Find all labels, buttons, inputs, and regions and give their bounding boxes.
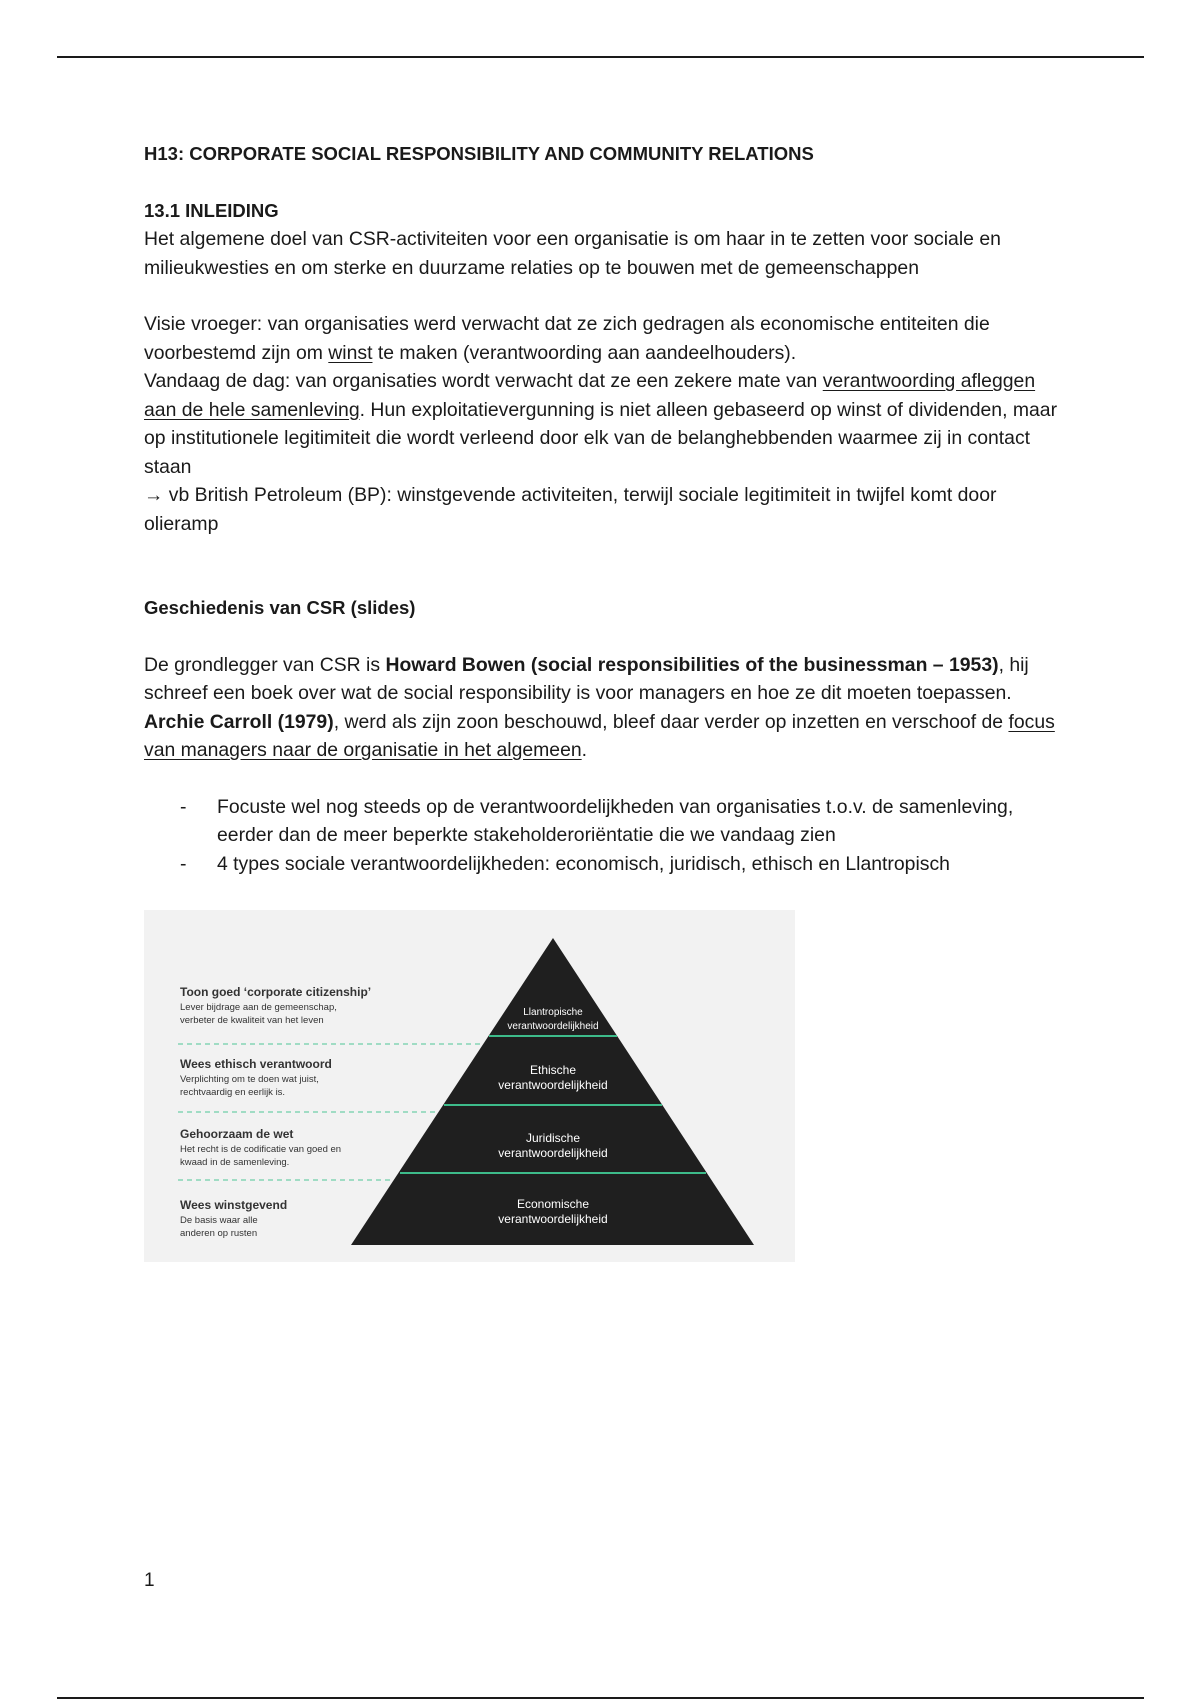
document-heading: H13: CORPORATE SOCIAL RESPONSIBILITY AND COMMUNITY RELATIONS — [144, 143, 814, 164]
side-title-wet: Gehoorzaam de wet — [180, 1127, 294, 1141]
side-title-winstgevend: Wees winstgevend — [180, 1198, 288, 1212]
underline-winst: winst — [328, 341, 373, 364]
header-rule — [57, 56, 1144, 58]
side-text-winstgevend-1: De basis waar alle — [180, 1215, 258, 1226]
document-body — [144, 140, 1064, 878]
level-label-juridisch-1: Juridische — [525, 1131, 581, 1145]
section-title: 13.1 INLEIDING — [144, 199, 279, 221]
side-text-wet-2: kwaad in de samenleving. — [180, 1157, 290, 1168]
level-label-economisch-2: verantwoordelijkheid — [498, 1212, 608, 1226]
bullet-dash: - — [180, 795, 187, 818]
side-title-citizenship: Toon goed ‘corporate citizenship’ — [180, 985, 372, 999]
list-item: - 4 types sociale verantwoordelijkheden: economisch, juridisch, ethisch en Llantropisch — [144, 850, 1064, 879]
level-label-economisch-1: Economische — [516, 1197, 590, 1211]
level-label-juridisch-2: verantwoordelijkheid — [498, 1146, 608, 1160]
bullet-dash: - — [180, 852, 187, 875]
present-view-paragraph: Vandaag de dag: van organisaties wordt verwacht dat ze een zekere mate van verantwoording afleggen aan de hele samenleving. Hun exploitatievergunning is niet alleen gebaseerd op winst of dividenden, maar op institutionele legitimiteit die wordt verleend door elk van de belanghebbenden waarmee zij in contact staan — [144, 370, 1058, 478]
level-label-ethisch-1: Ethische — [529, 1063, 577, 1077]
side-text-ethisch-1: Verplichting om te doen wat juist, — [180, 1074, 319, 1085]
side-text-winstgevend-2: anderen op rusten — [180, 1228, 258, 1239]
list-item: - Focuste wel nog steeds op de verantwoordelijkheden van organisaties t.o.v. de samenleving, eerder dan de meer beperkte stakeholderoriëntatie die we vandaag zien — [144, 793, 1064, 850]
side-text-citizenship-2: verbeter de kwaliteit van het leven — [180, 1015, 324, 1026]
bowen-bold: Howard Bowen (social responsibilities of the businessman – 1953) — [385, 653, 999, 676]
side-text-citizenship-1: Lever bijdrage aan de gemeenschap, — [180, 1002, 337, 1013]
side-title-ethisch: Wees ethisch verantwoord — [180, 1057, 332, 1071]
underline-verantwoording: verantwoording afleggen aan de hele samenleving — [144, 370, 1036, 421]
page-number: 1 — [144, 1570, 155, 1591]
side-text-ethisch-2: rechtvaardig en eerlijk is. — [180, 1087, 286, 1098]
example-paragraph: → vb British Petroleum (BP): winstgevende activiteiten, terwijl sociale legitimiteit in twijfel komt door olieramp — [144, 484, 997, 535]
footer-rule — [57, 1697, 1144, 1699]
history-paragraph: De grondlegger van CSR is Howard Bowen (social responsibilities of the businessman – 1953), hij schreef een boek over wat de social responsibility is voor managers en hoe ze dit moeten toepassen. Archie Carroll (1979), werd als zijn zoon beschouwd, bleef daar verder op inzetten en verschoof de focus van managers naar de organisatie in het algemeen. — [144, 653, 1055, 761]
csr-pyramid-figure — [144, 910, 795, 1262]
history-bullets — [144, 793, 1064, 879]
level-label-llantropisch-2: verantwoordelijkheid — [507, 1021, 599, 1032]
level-label-ethisch-2: verantwoordelijkheid — [498, 1078, 608, 1092]
intro-paragraph: Het algemene doel van CSR-activiteiten voor een organisatie is om haar in te zetten voor sociale en milieukwesties en om sterke en duurzame relaties op te bouwen met de gemeenschappen — [144, 228, 1001, 279]
level-label-llantropisch-1: Llantropische — [523, 1007, 583, 1018]
carroll-bold: Archie Carroll (1979) — [144, 710, 334, 733]
side-text-wet-1: Het recht is de codificatie van goed en — [180, 1144, 342, 1155]
history-title: Geschiedenis van CSR (slides) — [144, 597, 416, 618]
underline-focus: focus van managers naar de organisatie in het algemeen — [144, 710, 1055, 761]
past-view-paragraph: Visie vroeger: van organisaties werd verwacht dat ze zich gedragen als economische entiteiten die voorbestemd zijn om winst te maken (verantwoording aan aandeelhouders). — [144, 313, 990, 364]
